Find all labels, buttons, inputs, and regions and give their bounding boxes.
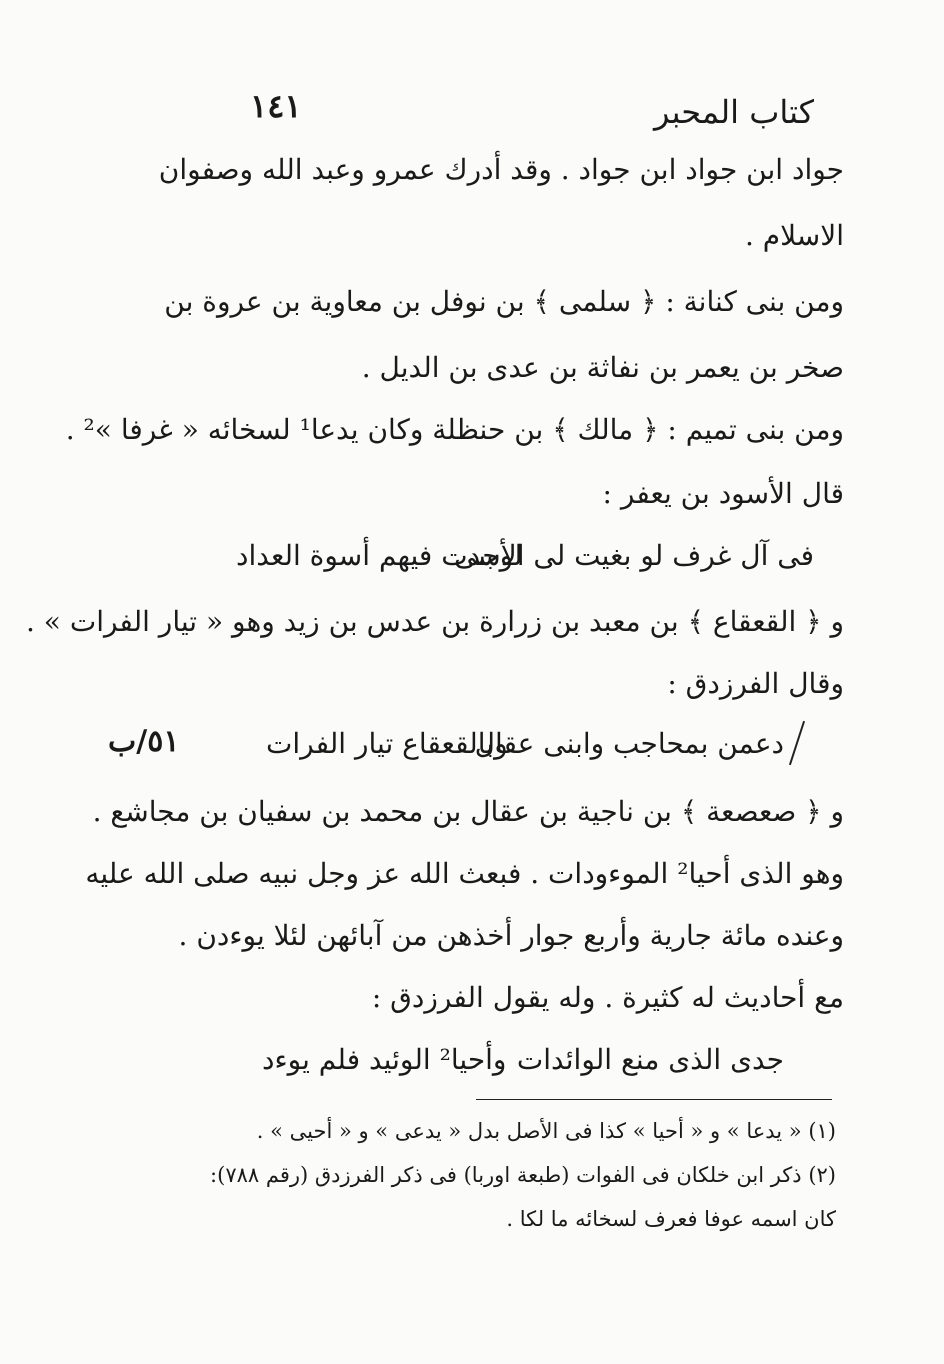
body-line-4: صخر بن يعمر بن نفاثة بن عدى بن الديل . [361,351,844,384]
body-line-9: و ﴿ صعصعة ﴾ بن ناجية بن عقال بن محمد بن سفيان بن مجاشع . [92,795,844,828]
footnote-2: (٢) ذكر ابن خلكان فى الفوات (طبعة اوربا) فى ذكر الفرزدق (رقم ٧٨٨): [210,1163,836,1187]
body-line-8: وقال الفرزدق : [667,667,844,700]
body-line-3: ومن بنى كنانة : ﴿ سلمى ﴾ بن نوفل بن معاوية بن عروة بن [164,285,844,318]
footnote-1: (١) « يدعا » و « أحيا » كذا فى الأصل بدل « يدعى » و « أحيى » . [256,1119,836,1143]
verse-1-first-hemistich: فى آل غرف لو بغيت لى الأسى [453,539,814,572]
body-line-10: وهو الذى أحيا² الموءودات . فبعث الله عز وجل نبيه صلى الله عليه [85,857,844,890]
footnote-2-continuation: كان اسمه عوفا فعرف لسخائه ما لكا . [506,1207,836,1231]
body-line-6: قال الأسود بن يعفر : [602,477,844,510]
footnote-separator [476,1099,832,1100]
verse-2-second-hemistich: وبالقعقاع تيار الفرات [266,727,508,760]
body-line-1: جواد ابن جواد ابن جواد . وقد أدرك عمرو وعبد الله وصفوان [158,153,844,186]
body-line-7: و ﴿ القعقاع ﴾ بن معبد بن زرارة بن عدس بن زيد وهو « تيار الفرات » . [26,605,844,638]
verse-1-second-hemistich: لوجدت فيهم أسوة العداد [236,539,523,572]
body-line-2: الاسلام . [744,219,844,252]
verse-2-first-hemistich: دعمن بمحاجب وابنى عقال [474,727,784,760]
running-header-title: كتاب المحبر [653,93,814,131]
verse-3-first-hemistich: جدى الذى منع الوائدات [516,1043,784,1076]
body-line-11: وعنده مائة جارية وأربع جوار أخذهن من آبائهن لئلا يوءدن . [178,919,844,952]
page-number: ١٤١ [250,87,302,125]
body-line-12: مع أحاديث له كثيرة . وله يقول الفرزدق : [371,981,844,1014]
margin-folio-note: ٥١/ب [108,724,180,759]
verse-3-second-hemistich: وأحيا² الوئيد فلم يوءد [262,1043,507,1076]
folio-break-mark [789,721,805,765]
body-line-5: ومن بنى تميم : ﴿ مالك ﴾ بن حنظلة وكان يدعا¹ لسخائه « غرفا »² . [65,413,844,446]
